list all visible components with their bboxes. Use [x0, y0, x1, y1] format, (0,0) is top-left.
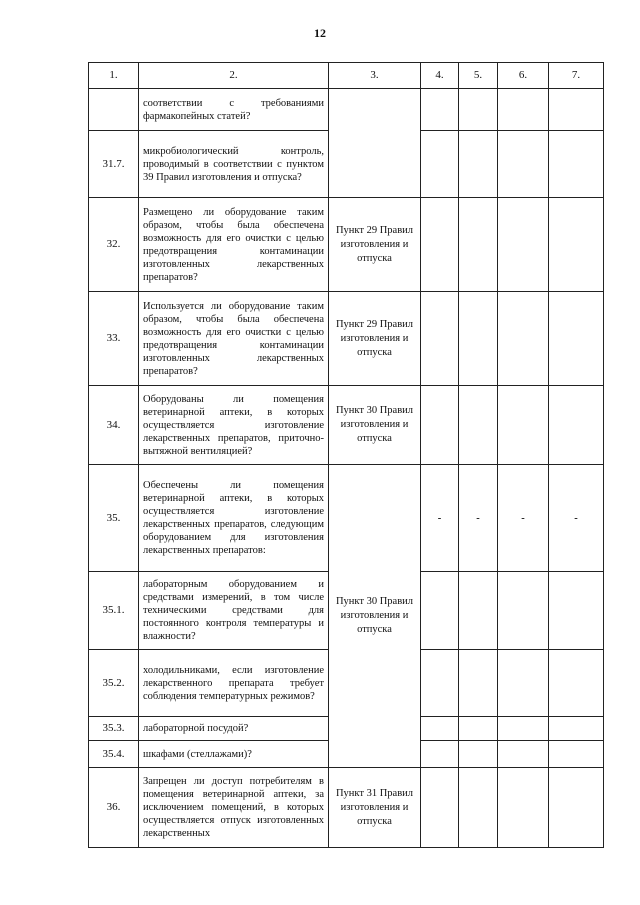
column-header: 3. [329, 63, 421, 89]
answer-cell[interactable] [549, 717, 604, 741]
column-header: 7. [549, 63, 604, 89]
table-row [89, 292, 604, 386]
answer-cell[interactable] [549, 89, 604, 131]
answer-cell[interactable] [421, 650, 459, 717]
answer-cell[interactable] [459, 198, 498, 292]
row-number: 35. [89, 465, 139, 572]
answer-cell[interactable] [498, 717, 549, 741]
row-number: 31.7. [89, 131, 139, 198]
question-cell: микробиологический контроль, проводимый в соответствии с пунктом 39 Правил изготовления и отпуска? [139, 131, 329, 198]
header-row [89, 63, 604, 89]
column-header: 6. [498, 63, 549, 89]
answer-cell[interactable] [498, 650, 549, 717]
table-row [89, 89, 604, 131]
column-header: 4. [421, 63, 459, 89]
page-number: 12 [314, 26, 326, 40]
reference-cell: Пункт 29 Правил изготовления и отпуска [329, 292, 421, 386]
answer-cell[interactable] [498, 768, 549, 848]
answer-cell[interactable] [498, 198, 549, 292]
row-number: 35.1. [89, 572, 139, 650]
answer-cell[interactable] [459, 650, 498, 717]
answer-cell[interactable] [498, 131, 549, 198]
table-row [89, 386, 604, 465]
question-cell: шкафами (стеллажами)? [139, 741, 329, 768]
answer-cell[interactable] [421, 292, 459, 386]
table-row [89, 465, 604, 572]
answer-cell[interactable] [421, 198, 459, 292]
answer-cell[interactable] [549, 386, 604, 465]
row-number: 32. [89, 198, 139, 292]
table-row [89, 768, 604, 848]
checklist-table [88, 62, 604, 848]
answer-cell[interactable] [421, 572, 459, 650]
answer-cell[interactable] [498, 741, 549, 768]
column-header: 5. [459, 63, 498, 89]
row-number [89, 89, 139, 131]
reference-cell: Пункт 30 Правил изготовления и отпуска [329, 386, 421, 465]
row-number: 33. [89, 292, 139, 386]
answer-cell[interactable] [421, 89, 459, 131]
answer-cell[interactable] [549, 650, 604, 717]
question-cell: Запрещен ли доступ потребителям в помещения ветеринарной аптеки, за исключением помещений, в которых осуществляется отпуск изготовленных лекарственных [139, 768, 329, 848]
dash-mark: - [421, 465, 459, 572]
answer-cell[interactable] [498, 292, 549, 386]
answer-cell[interactable] [459, 131, 498, 198]
question-cell: Используется ли оборудование таким образом, чтобы была обеспечена возможность для его очистки с целью предотвращения контаминации изготовленных лекарственных препаратов? [139, 292, 329, 386]
question-cell: лабораторной посудой? [139, 717, 329, 741]
answer-cell[interactable] [459, 89, 498, 131]
row-number: 34. [89, 386, 139, 465]
row-number: 35.4. [89, 741, 139, 768]
answer-cell[interactable] [459, 768, 498, 848]
answer-cell[interactable] [549, 292, 604, 386]
question-cell: соответствии с требованиями фармакопейных статей? [139, 89, 329, 131]
answer-cell[interactable] [549, 572, 604, 650]
answer-cell[interactable] [549, 768, 604, 848]
answer-cell[interactable] [549, 741, 604, 768]
dash-mark: - [549, 465, 604, 572]
answer-cell[interactable] [549, 198, 604, 292]
row-number: 35.3. [89, 717, 139, 741]
reference-cell [329, 89, 421, 198]
answer-cell[interactable] [421, 768, 459, 848]
answer-cell[interactable] [549, 131, 604, 198]
answer-cell[interactable] [459, 292, 498, 386]
answer-cell[interactable] [421, 717, 459, 741]
answer-cell[interactable] [421, 741, 459, 768]
column-header: 2. [139, 63, 329, 89]
row-number: 36. [89, 768, 139, 848]
table-row [89, 198, 604, 292]
answer-cell[interactable] [421, 386, 459, 465]
column-header: 1. [89, 63, 139, 89]
answer-cell[interactable] [498, 572, 549, 650]
question-cell: Размещено ли оборудование таким образом, чтобы была обеспечена возможность для его очистки с целью предотвращения контаминации изготовленных лекарственных препаратов? [139, 198, 329, 292]
answer-cell[interactable] [459, 386, 498, 465]
answer-cell[interactable] [459, 717, 498, 741]
reference-cell: Пункт 29 Правил изготовления и отпуска [329, 198, 421, 292]
reference-cell: Пункт 31 Правил изготовления и отпуска [329, 768, 421, 848]
dash-mark: - [459, 465, 498, 572]
answer-cell[interactable] [498, 386, 549, 465]
row-number: 35.2. [89, 650, 139, 717]
answer-cell[interactable] [459, 572, 498, 650]
question-cell: холодильниками, если изготовление лекарственного препарата требует соблюдения температурных режимов? [139, 650, 329, 717]
question-cell: Обеспечены ли помещения ветеринарной аптеки, в которых осуществляется изготовление лекарственных препаратов, следующим оборудованием для изготовления лекарственных препаратов: [139, 465, 329, 572]
answer-cell[interactable] [498, 89, 549, 131]
dash-mark: - [498, 465, 549, 572]
question-cell: Оборудованы ли помещения ветеринарной аптеки, в которых осуществляется изготовление лекарственных препаратов, приточно-вытяжной вентиляцией? [139, 386, 329, 465]
question-cell: лабораторным оборудованием и средствами измерений, в том числе техническими средствами для постоянного контроля температуры и влажности? [139, 572, 329, 650]
answer-cell[interactable] [421, 131, 459, 198]
reference-cell: Пункт 30 Правил изготовления и отпуска [329, 465, 421, 768]
answer-cell[interactable] [459, 741, 498, 768]
